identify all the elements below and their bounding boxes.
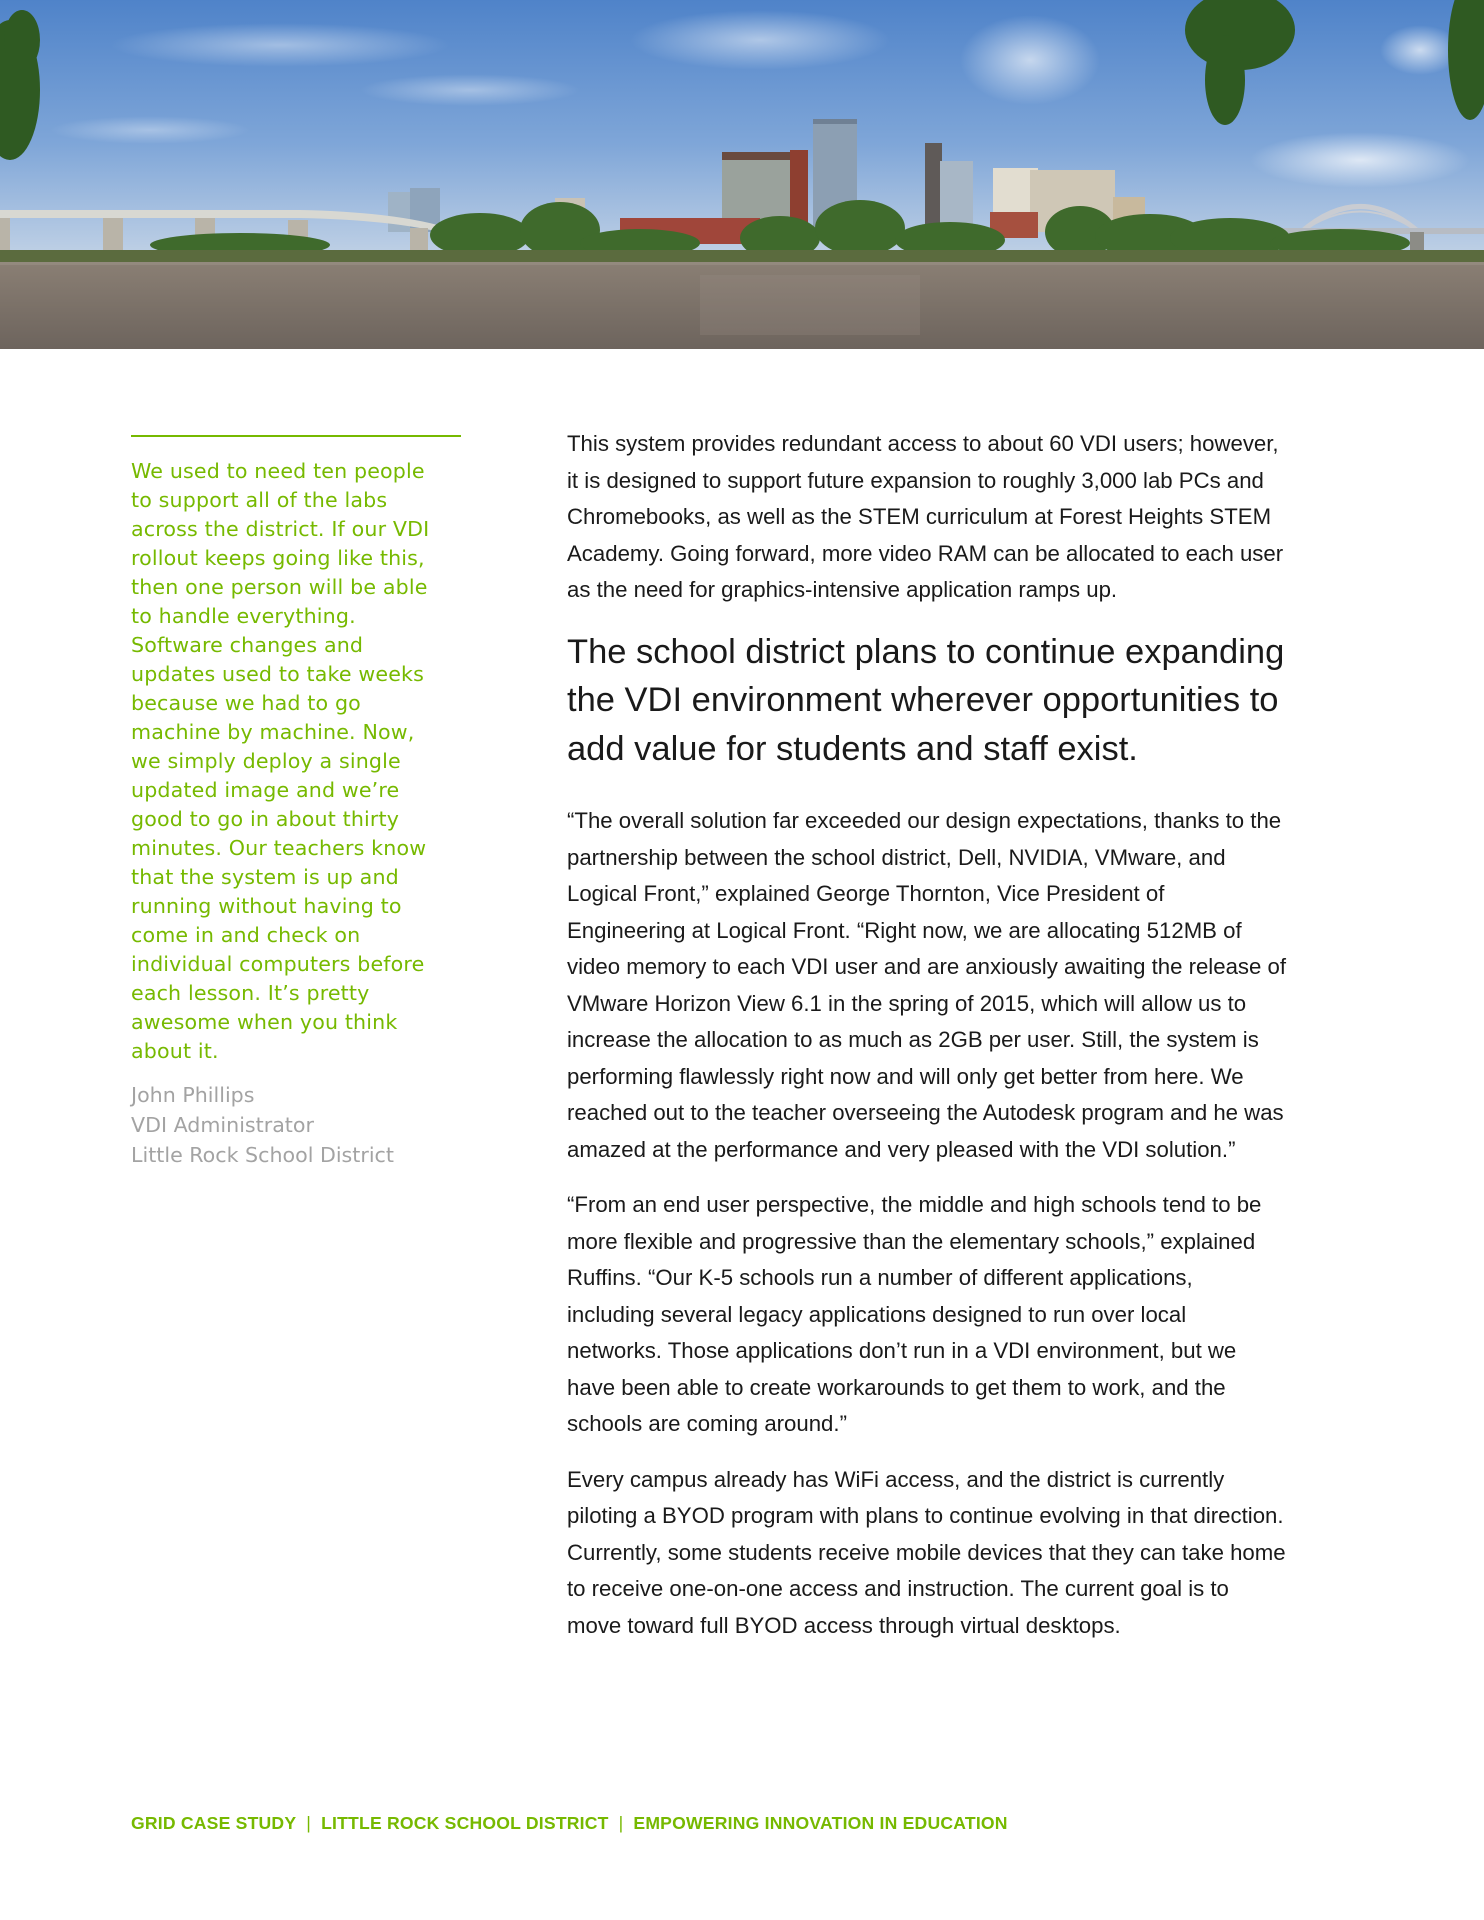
attribution-name: John Phillips	[131, 1083, 255, 1107]
text-line: “The overall solution far exceeded our design expectations, thanks to the	[567, 808, 1282, 833]
paragraph-byod	[567, 1462, 1367, 1645]
text-line: piloting a BYOD program with plans to continue evolving in that direction.	[567, 1503, 1284, 1528]
quote-line: individual computers before	[131, 952, 425, 976]
footer-separator: |	[618, 1813, 624, 1833]
footer-segment-district: LITTLE ROCK SCHOOL DISTRICT	[321, 1813, 609, 1833]
text-line: to receive one-on-one access and instruction. The current goal is to	[567, 1576, 1229, 1601]
heading-line: The school district plans to continue expanding	[567, 632, 1285, 671]
text-line: including several legacy applications designed to run over local	[567, 1301, 1187, 1327]
quote-line: that the system is up and	[131, 865, 399, 889]
quote-line: because we had to go	[131, 691, 361, 715]
quote-line: to handle everything.	[131, 604, 356, 628]
pull-heading	[567, 628, 1367, 774]
text-line: as the need for graphics-intensive application ramps up.	[567, 577, 1118, 602]
quote-line: to support all of the labs	[131, 488, 388, 512]
testimonial-quote	[131, 457, 461, 1066]
text-line: Engineering at Logical Front. “Right now, we are allocating 512MB of	[567, 917, 1242, 943]
quote-line: come in and check on	[131, 923, 361, 947]
quote-line: we simply deploy a single	[131, 749, 401, 773]
main-article-column	[567, 426, 1367, 1663]
quote-line: running without having to	[131, 894, 402, 918]
footer-separator: |	[306, 1813, 312, 1833]
paragraph-ruffins-quote	[567, 1187, 1367, 1443]
paragraph-thornton-quote	[567, 803, 1367, 1168]
sidebar-pull-quote	[131, 435, 461, 1170]
text-line: Every campus already has WiFi access, and the district is currently	[567, 1466, 1225, 1492]
quote-line: Software changes and	[131, 633, 364, 657]
text-line: reached out to the teacher overseeing the Autodesk program and he was	[567, 1100, 1284, 1125]
footer-segment-tagline: EMPOWERING INNOVATION IN EDUCATION	[633, 1813, 1008, 1833]
text-line: move toward full BYOD access through virtual desktops.	[567, 1612, 1121, 1638]
quote-line: awesome when you think	[131, 1010, 398, 1034]
quote-line: each lesson. It’s pretty	[131, 981, 370, 1005]
attribution-title: VDI Administrator	[131, 1113, 314, 1137]
footer-segment-case-study: GRID CASE STUDY	[131, 1813, 297, 1833]
quote-line: minutes. Our teachers know	[131, 836, 427, 860]
quote-line: rollout keeps going like this,	[131, 546, 425, 570]
quote-line: machine by machine. Now,	[131, 720, 415, 744]
text-line: amazed at the performance and very pleased with the VDI solution.”	[567, 1136, 1236, 1162]
text-line: VMware Horizon View 6.1 in the spring of 2015, which will allow us to	[567, 990, 1247, 1016]
hero-photo	[0, 0, 1484, 349]
text-line: schools are coming around.”	[567, 1411, 847, 1436]
text-line: networks. Those applications don’t run in a VDI environment, but we	[567, 1338, 1237, 1363]
page-footer	[131, 1813, 1008, 1834]
text-line: more flexible and progressive than the elementary schools,” explained	[567, 1228, 1256, 1254]
text-line: performing flawlessly right now and will only get better from here. We	[567, 1063, 1244, 1089]
quote-line: We used to need ten people	[131, 459, 425, 483]
quote-attribution	[131, 1080, 461, 1170]
text-line: it is designed to support future expansion to roughly 3,000 lab PCs and	[567, 467, 1264, 493]
quote-divider-rule	[131, 435, 461, 437]
text-line: video memory to each VDI user and are anxiously awaiting the release of	[567, 954, 1287, 979]
text-line: This system provides redundant access to about 60 VDI users; however,	[567, 431, 1279, 456]
quote-line: about it.	[131, 1039, 219, 1063]
text-line: Ruffins. “Our K-5 schools run a number of different applications,	[567, 1265, 1193, 1290]
text-line: Currently, some students receive mobile devices that they can take home	[567, 1539, 1286, 1565]
quote-line: updated image and we’re	[131, 778, 400, 802]
text-line: increase the allocation to as much as 2GB per user. Still, the system is	[567, 1027, 1259, 1052]
quote-line: good to go in about thirty	[131, 807, 400, 831]
quote-line: across the district. If our VDI	[131, 517, 430, 541]
text-line: have been able to create workarounds to get them to work, and the	[567, 1374, 1226, 1400]
quote-line: updates used to take weeks	[131, 662, 424, 686]
text-line: “From an end user perspective, the middle and high schools tend to be	[567, 1192, 1262, 1217]
paragraph-redundant-access	[567, 426, 1367, 609]
text-line: Chromebooks, as well as the STEM curriculum at Forest Heights STEM	[567, 504, 1272, 529]
heading-line: the VDI environment wherever opportunities to	[567, 681, 1279, 719]
quote-line: then one person will be able	[131, 575, 428, 599]
text-line: Logical Front,” explained George Thornton, Vice President of	[567, 881, 1165, 906]
attribution-organization: Little Rock School District	[131, 1143, 394, 1167]
heading-line: add value for students and staff exist.	[567, 729, 1138, 768]
skyline-illustration	[0, 0, 1484, 349]
text-line: partnership between the school district, Dell, NVIDIA, VMware, and	[567, 844, 1226, 870]
text-line: Academy. Going forward, more video RAM can be allocated to each user	[567, 540, 1284, 566]
